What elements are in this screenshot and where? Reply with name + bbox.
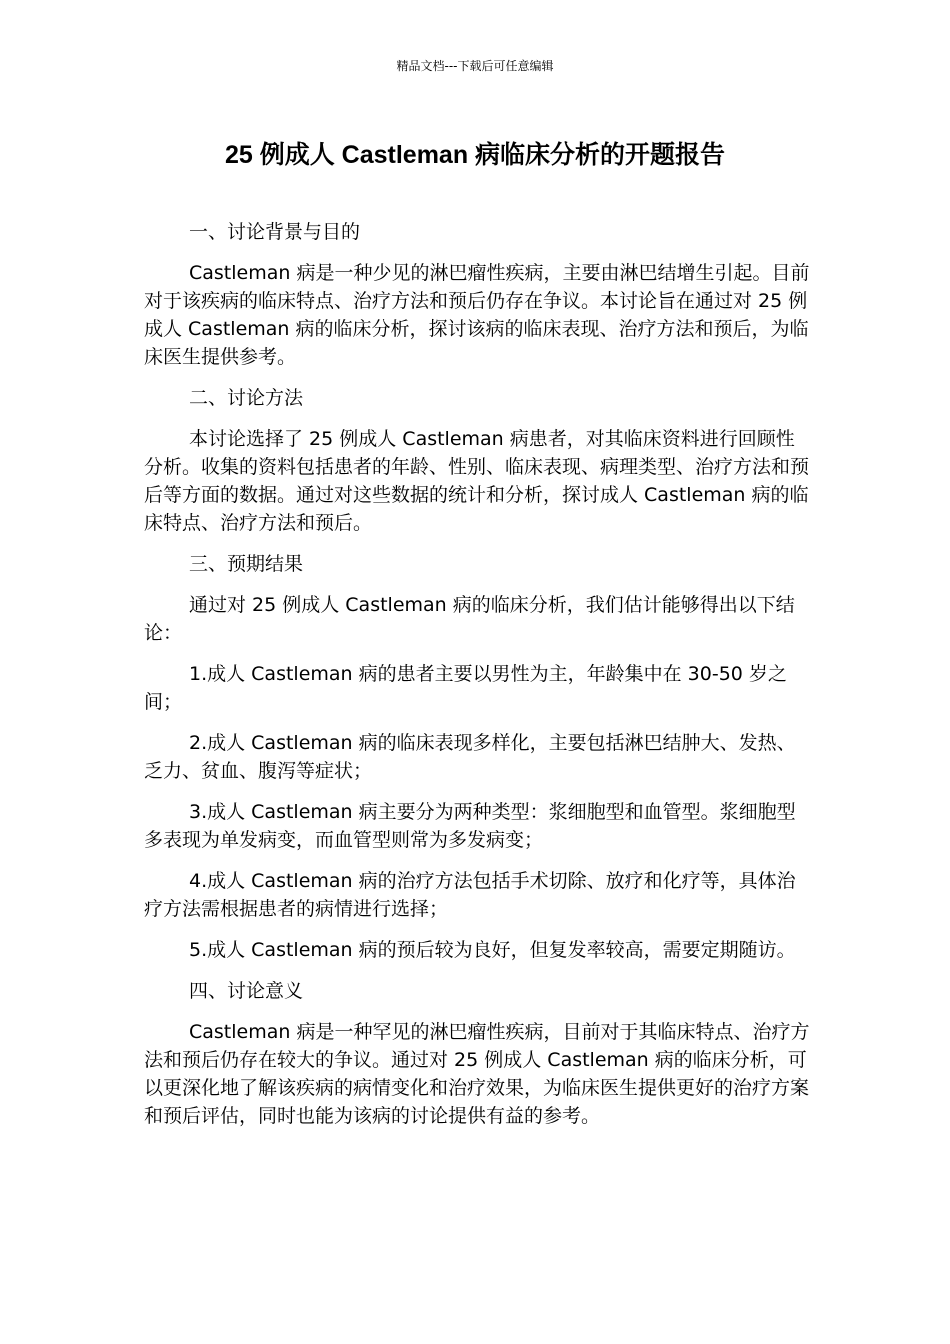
document-title: 25 例成人 Castleman 病临床分析的开题报告: [224, 141, 726, 169]
section-heading-significance: 四、讨论意义: [189, 980, 304, 1002]
result-item-4: 4.成人 Castleman 病的治疗方法包括手术切除、放疗和化疗等，具体治疗方法需根据患者的病情进行选择；: [144, 870, 796, 920]
result-item-2: 2.成人 Castleman 病的临床表现多样化，主要包括淋巴结肿大、发热、乏力、贫血、腹泻等症状；: [144, 732, 796, 782]
page-header: 精品文档---下载后可任意编辑: [396, 59, 554, 73]
methods-paragraph: 本讨论选择了 25 例成人 Castleman 病患者，对其临床资料进行回顾性分析。收集的资料包括患者的年龄、性别、临床表现、病理类型、治疗方法和预后等方面的数据。通过对这些数据的统计和分析，探讨成人 Castleman 病的临床特点、治疗方法和预后。: [144, 428, 810, 534]
result-item-3: 3.成人 Castleman 病主要分为两种类型：浆细胞型和血管型。浆细胞型多表现为单发病变，而血管型则常为多发病变；: [144, 801, 796, 851]
significance-paragraph: Castleman 病是一种罕见的淋巴瘤性疾病，目前对于其临床特点、治疗方法和预后仍存在较大的争议。通过对 25 例成人 Castleman 病的临床分析，可以更深化地了解该疾病的病情变化和治疗效果，为临床医生提供更好的治疗方案和预后评估，同时也能为该病的讨论提供有益的参考。: [144, 1021, 810, 1127]
result-item-1: 1.成人 Castleman 病的患者主要以男性为主，年龄集中在 30-50 岁之间；: [144, 663, 787, 713]
section-heading-methods: 二、讨论方法: [189, 387, 304, 409]
results-intro-paragraph: 通过对 25 例成人 Castleman 病的临床分析，我们估计能够得出以下结论：: [144, 594, 795, 644]
background-paragraph: Castleman 病是一种少见的淋巴瘤性疾病，主要由淋巴结增生引起。目前对于该疾病的临床特点、治疗方法和预后仍存在争议。本讨论旨在通过对 25 例成人 Castleman 病的临床分析，探讨该病的临床表现、治疗方法和预后，为临床医生提供参考。: [144, 262, 810, 368]
result-item-5: 5.成人 Castleman 病的预后较为良好，但复发率较高，需要定期随访。: [189, 939, 796, 961]
document-body: [144, 218, 810, 1143]
section-heading-background: 一、讨论背景与目的: [189, 221, 361, 243]
section-heading-expected-results: 三、预期结果: [189, 553, 304, 575]
